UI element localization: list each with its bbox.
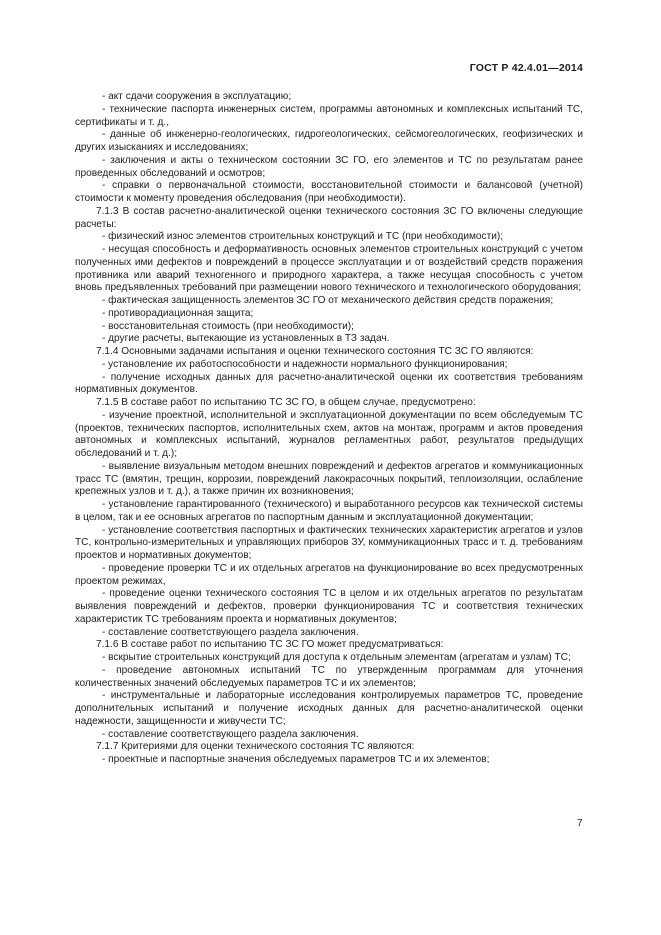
list-item: - данные об инженерно-геологических, гидрогеологических, сейсмогеологических, геофизических и других изысканиях и исследованиях; (75, 129, 583, 153)
document-header: ГОСТ Р 42.4.01—2014 (469, 62, 583, 74)
list-item: - установление гарантированного (технического) и выработанного ресурсов как технической системы в целом, так и ее основных агрегатов по паспортным данным и эксплуатационной документации; (75, 499, 583, 523)
list-item: - заключения и акты о техническом состоянии ЗС ГО, его элементов и ТС по результатам ранее проведенных обследований и осмотров; (75, 154, 583, 179)
page-number: 7 (577, 818, 583, 829)
list-item: - проведение автономных испытаний ТС по утвержденным программам для уточнения количественных значений обследуемых параметров ТС и их элементов; (75, 664, 583, 689)
list-item: - инструментальные и лабораторные исследования контролируемых параметров ТС, проведение дополнительных испытаний и получение исходных данных для расчетно-аналитической оценки надежности, защищенности и живучести ТС; (75, 690, 583, 727)
list-item: - восстановительная стоимость (при необходимости); (102, 320, 354, 332)
list-item: - вскрытие строительных конструкций для доступа к отдельным элементам (агрегатам и узлам) ТС; (102, 652, 571, 663)
clause-paragraph: 7.1.7 Критериями для оценки технического состояния ТС являются: (96, 741, 415, 753)
list-item: - получение исходных данных для расчетно-аналитической оценки их соответствия требованиям нормативных документов. (75, 371, 583, 396)
list-item: - установление их работоспособности и надежности нормального функционирования; (102, 358, 508, 370)
document-body (75, 91, 583, 767)
list-item: - составление соответствующего раздела заключения. (102, 728, 359, 740)
list-item: - фактическая защищенность элементов ЗС ГО от механического действия средств поражения; (102, 295, 554, 306)
clause-paragraph: 7.1.5 В составе работ по испытанию ТС ЗС ГО, в общем случае, предусмотрено: (96, 397, 476, 408)
list-item: - несущая способность и деформативность основных элементов строительных конструкций с учетом полученных ими дефектов и повреждений в процессе эксплуатации и от воздействий средств поражения противника или аварий техногенного и природного характера, а также несущая способность с учетом вновь предъявленных требований при размещении нового технического и технологического оборудования; (75, 244, 583, 294)
list-item: - составление соответствующего раздела заключения. (102, 626, 359, 638)
list-item: - физический износ элементов строительных конструкций и ТС (при необходимости); (102, 231, 504, 243)
list-item: - выявление визуальным методом внешних повреждений и дефектов агрегатов и коммуникационных трасс ТС (вмятин, трещин, коррозии, повреждений лакокрасочных покрытий, теплоизоляции, ослабление крепежных узлов и т. д.), а также причин их возникновения; (75, 460, 583, 498)
list-item: - противорадиационная защита; (102, 307, 254, 319)
list-item: - справки о первоначальной стоимости, восстановительной стоимости и балансовой (учетной) стоимости к моменту проведения обследования (при необходимости). (75, 180, 583, 204)
clause-paragraph: 7.1.3 В состав расчетно-аналитической оценки технического состояния ЗС ГО включены следующие расчеты: (75, 205, 583, 230)
list-item: - установление соответствия паспортных и фактических технических характеристик агрегатов и узлов ТС, контрольно-измерительных и управляющих приборов ЗУ, коммуникационных трасс и т. д. требованиям проектов и нормативных документов; (75, 524, 583, 561)
list-item: - изучение проектной, исполнительной и эксплуатационной документации по всем обследуемым ТС (проектов, технических паспортов, исполнительных схем, актов на монтаж, программ и актов проведения автономных и комплексных испытаний, журналов регламентных работ, результатов предыдущих обследований и т. д.); (75, 409, 583, 459)
list-item: - акт сдачи сооружения в эксплуатацию; (102, 91, 292, 102)
clause-paragraph: 7.1.4 Основными задачами испытания и оценки технического состояния ТС ЗС ГО являются: (96, 346, 534, 357)
list-item: - технические паспорта инженерных систем, программы автономных и комплексных испытаний ТС, сертификаты и т. д., (75, 103, 583, 128)
list-item: - проектные и паспортные значения обследуемых параметров ТС и их элементов; (102, 754, 490, 765)
list-item: - другие расчеты, вытекающие из установленных в ТЗ задач. (102, 333, 390, 345)
list-item: - проведение проверки ТС и их отдельных агрегатов на функционирование во всех предусмотренных проектом режимах, (75, 562, 583, 587)
list-item: - проведение оценки технического состояния ТС в целом и их отдельных агрегатов по результатам выявления повреждений и дефектов, проверки функционирования ТС и соответствия технических характеристик ТС требованиям проекта и нормативных документов; (75, 588, 583, 625)
clause-paragraph: 7.1.6 В составе работ по испытанию ТС ЗС ГО может предусматриваться: (96, 639, 444, 651)
